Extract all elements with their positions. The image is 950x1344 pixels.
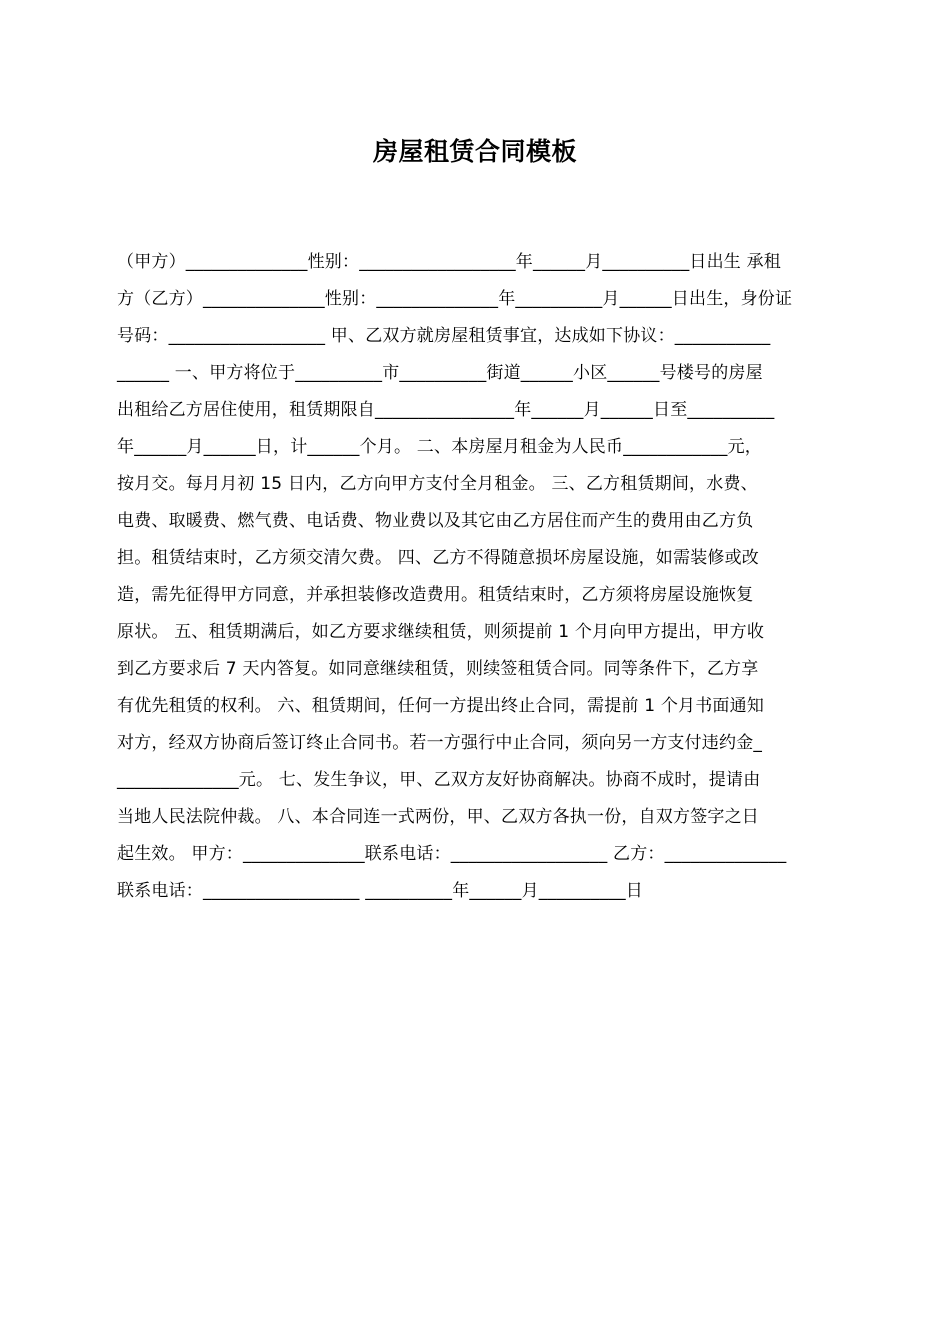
text-line: ______ 一、甲方将位于__________市__________街道______小区______号楼号的房屋 xyxy=(117,363,763,383)
text-line: 原状。 五、租赁期满后，如乙方要求继续租赁，则须提前 1 个月向甲方提出，甲方收 xyxy=(117,622,765,642)
text-line: 按月交。每月月初 15 日内，乙方向甲方支付全月租金。 三、乙方租赁期间，水费、 xyxy=(117,474,758,494)
text-line: 年______月______日，计______个月。 二、本房屋月租金为人民币____________元， xyxy=(117,437,763,457)
text-line: 对方，经双方协商后签订终止合同书。若一方强行中止合同，须向另一方支付违约金_ xyxy=(117,733,763,753)
contract-body xyxy=(117,244,837,910)
text-line: ______________元。 七、发生争议，甲、乙双方友好协商解决。协商不成时，提请由 xyxy=(117,770,761,790)
text-line: 到乙方要求后 7 天内答复。如同意继续租赁，则续签租赁合同。同等条件下，乙方享 xyxy=(117,659,759,679)
text-line: 起生效。 甲方：______________联系电话：__________________ 乙方：______________ xyxy=(117,844,787,864)
text-line: （甲方）______________性别：__________________年______月__________日出生 承租 xyxy=(117,252,782,272)
document-title: 房屋租赁合同模板 xyxy=(372,137,577,166)
text-line: 联系电话：__________________ __________年______月__________日 xyxy=(117,881,644,901)
text-line: 出租给乙方居住使用，租赁期限自________________年______月______日至__________ xyxy=(117,400,775,420)
text-line: 号码：__________________ 甲、乙双方就房屋租赁事宜，达成如下协议：___________ xyxy=(117,326,771,346)
text-line: 方（乙方）______________性别：______________年__________月______日出生，身份证 xyxy=(117,289,793,309)
text-line: 当地人民法院仲裁。 八、本合同连一式两份，甲、乙双方各执一份，自双方签字之日 xyxy=(117,807,760,827)
text-line: 担。租赁结束时，乙方须交清欠费。 四、乙方不得随意损坏房屋设施，如需装修或改 xyxy=(117,548,760,568)
text-line: 电费、取暖费、燃气费、电话费、物业费以及其它由乙方居住而产生的费用由乙方负 xyxy=(117,511,754,531)
text-line: 造，需先征得甲方同意，并承担装修改造费用。租赁结束时，乙方须将房屋设施恢复 xyxy=(117,585,754,605)
text-line: 有优先租赁的权利。 六、租赁期间，任何一方提出终止合同，需提前 1 个月书面通知 xyxy=(117,696,765,716)
